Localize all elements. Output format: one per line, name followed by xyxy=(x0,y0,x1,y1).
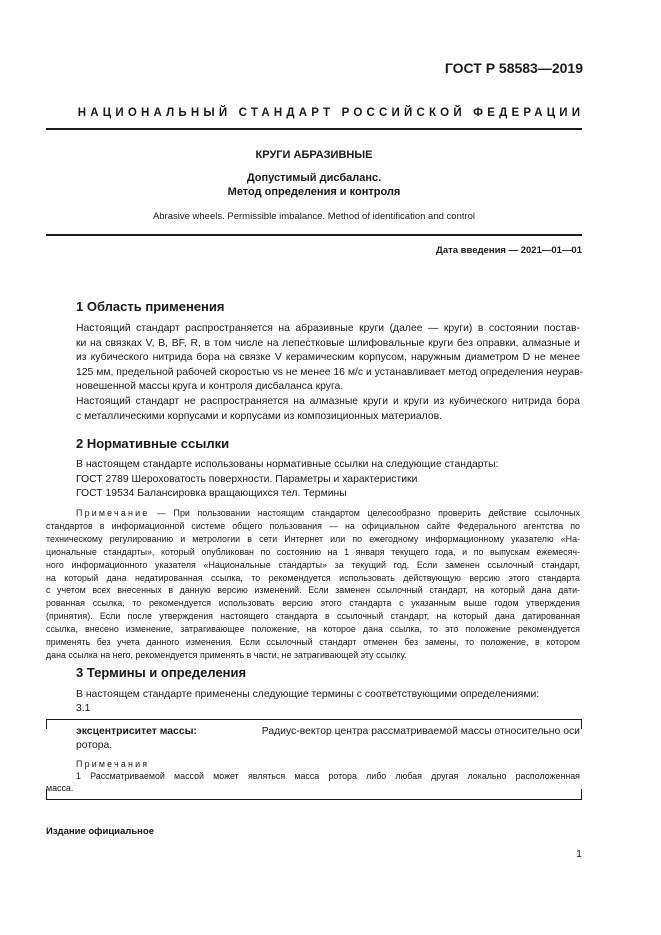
text-line: ки на связках V, B, BF, R, в том числе на лепестковые шлифовальные круги без оправки, алмазные и xyxy=(76,337,580,349)
box-corner xyxy=(581,789,582,799)
header-rule xyxy=(46,128,582,130)
document-title: КРУГИ АБРАЗИВНЫЕ xyxy=(255,149,373,161)
note-1-line: 1 Рассматриваемой массой может являться масса ротора либо любая другая локально расположенная xyxy=(76,771,580,781)
text-line: с учетом всех внесенных в данную версию изменений. Если заменен ссылочный стандарт, на который дана дати- xyxy=(46,585,580,596)
note-label: Примечание xyxy=(76,508,150,518)
box-corner xyxy=(46,719,47,729)
text-line: циональные стандарты», который опубликован по состоянию на 1 января текущего года, и по выпускам ежемесяч- xyxy=(46,546,580,557)
section-2-heading: 2 Нормативные ссылки xyxy=(76,436,230,451)
note-1-continued: масса. xyxy=(46,783,74,793)
text-line: Настоящий стандарт не распространяется на алмазные круги и круги из кубического нитрида бора xyxy=(76,396,580,407)
text-line: (принятия). Если после утверждения настоящего стандарта в ссылочный стандарт, на который дана датированная xyxy=(46,611,580,622)
text-line: с металлическими корпусами и корпусами из композиционных материалов. xyxy=(76,410,443,422)
box-border-top xyxy=(46,719,582,720)
text-line: техническому регулированию и метрологии в сети Интернет или по ежегодному информационному указателю «На- xyxy=(46,533,580,544)
text-line: — При пользовании настоящим стандартом целесообразно проверить действие ссылочных xyxy=(157,508,580,518)
reference-item: ГОСТ 2789 Шероховатость поверхности. Параметры и характеристики xyxy=(76,474,418,485)
box-border-bottom xyxy=(46,799,582,800)
section-2-intro: В настоящем стандарте использованы нормативные ссылки на следующие стандарты: xyxy=(76,459,499,470)
box-corner xyxy=(581,719,582,729)
section-2-note xyxy=(46,507,580,662)
section-3-intro: В настоящем стандарте применены следующие термины с соответствующими определениями: xyxy=(76,689,540,700)
text-line: новешенной массы круга и контроля дисбаланса круга. xyxy=(76,381,344,393)
reference-item: ГОСТ 19534 Балансировка вращающихся тел. Термины xyxy=(76,488,347,499)
standard-code: ГОСТ Р 58583—2019 xyxy=(444,60,583,76)
term-number: 3.1 xyxy=(76,703,91,714)
national-standard-banner: НАЦИОНАЛЬНЫЙ СТАНДАРТ РОССИЙСКОЙ ФЕДЕРАЦИИ xyxy=(77,107,585,119)
term-definition-continued: ротора. xyxy=(76,740,113,751)
text-line: Настоящий стандарт распространяется на абразивные круги (далее — круги) в состоянии постав- xyxy=(76,323,580,334)
term-line xyxy=(76,726,580,737)
introduction-date: Дата введения — 2021—01—01 xyxy=(436,245,582,256)
english-title: Abrasive wheels. Permissible imbalance. Method of identification and control xyxy=(152,211,476,222)
section-1-paragraph-2 xyxy=(76,395,580,424)
text-line: из кубического нитрида бора на связке V керамическим корпусом, наружным диаметром D не менее xyxy=(76,352,580,364)
document-subtitle-2: Метод определения и контроля xyxy=(227,186,401,198)
text-line: ссылка, внесено изменение, затрагивающее положение, на которое дана ссылка, то это положение рекомендуется xyxy=(46,624,580,635)
section-1-heading: 1 Область применения xyxy=(76,299,225,314)
title-rule xyxy=(46,234,582,236)
text-line: дана ссылка на него, рекомендуется применять в части, не затрагивающей эту ссылку. xyxy=(46,649,407,660)
document-subtitle-1: Допустимый дисбаланс. xyxy=(246,172,382,184)
text-line: 125 мм, предельной рабочей скоростью vs не менее 16 м/с и устанавливает метод определения неурав- xyxy=(76,366,584,378)
notes-label: Примечания xyxy=(76,759,150,769)
text-line: рованная ссылка, то рекомендуется использовать версию этого стандарта с указанным выше годом утверждения xyxy=(46,598,580,609)
term-definition: Радиус-вектор центра рассматриваемой массы относительно оси xyxy=(261,726,580,737)
term-definition-box xyxy=(46,719,582,800)
text-line: на который дана недатированная ссылка, то рекомендуется использовать действующую версию этого стандарта xyxy=(46,572,580,583)
official-edition-label: Издание официальное xyxy=(46,826,154,837)
page-number: 1 xyxy=(576,848,582,860)
text-line: стандартов в информационной системе общего пользования — на официальном сайте Федерального агентства по xyxy=(46,520,580,531)
text-line: ного информационного указателя «Национальные стандарты» за текущий год. Если заменен ссылочный стандарт, xyxy=(46,559,580,570)
text-line: применять без учета данного изменения. Если ссылочный стандарт отменен без замены, то положение, в котором xyxy=(46,637,580,648)
section-3-heading: 3 Термины и определения xyxy=(76,665,247,680)
term: эксцентриситет массы: xyxy=(76,726,197,737)
section-1-paragraph-1 xyxy=(76,322,584,395)
